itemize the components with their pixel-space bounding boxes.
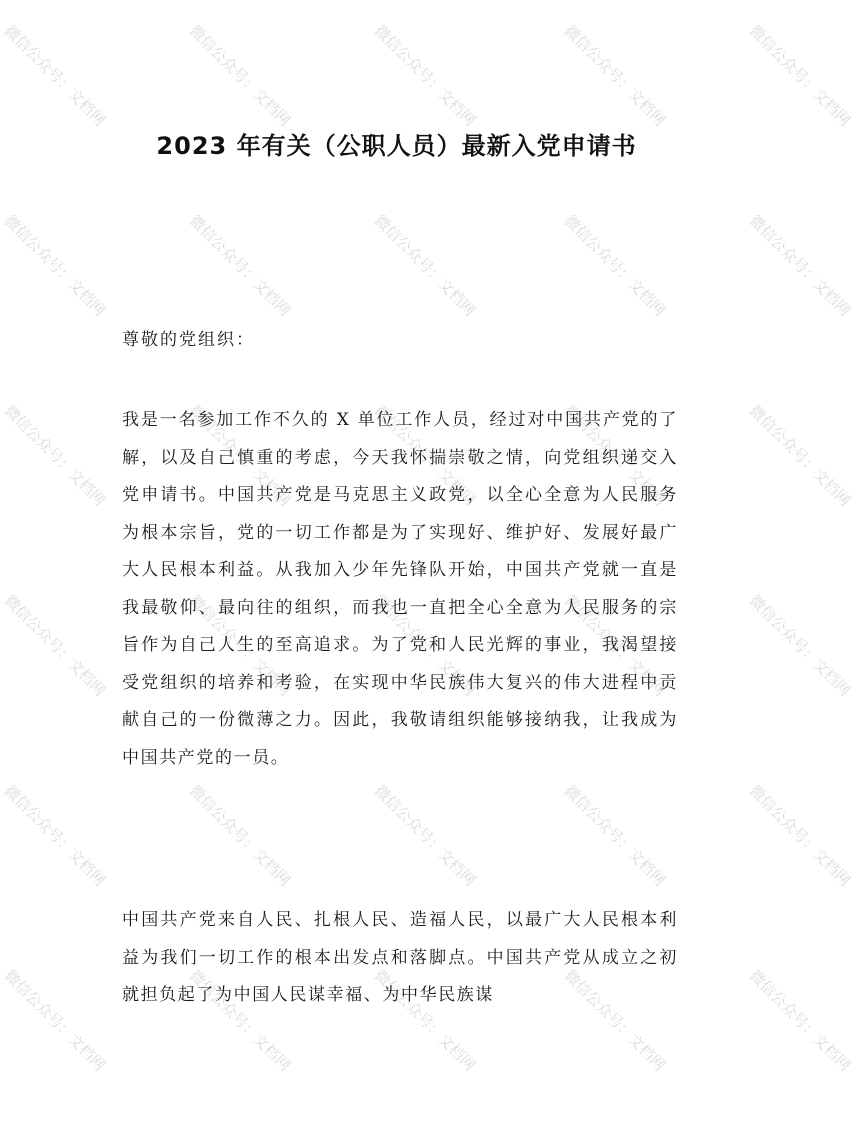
watermark-text: 微信公众号：文档网 [560, 401, 670, 510]
watermark-text: 微信公众号：文档网 [185, 211, 295, 320]
watermark-text: 微信公众号：文档网 [185, 591, 295, 700]
watermark-text: 微信公众号：文档网 [0, 966, 110, 1075]
watermark-text: 微信公众号：文档网 [745, 781, 855, 890]
paragraph-1: 我是一名参加工作不久的 X 单位工作人员，经过对中国共产党的了解，以及自己慎重的考虑，今天我怀揣崇敬之情，向党组织递交入党申请书。中国共产党是马克思主义政党，以全心全意为人民服务为根本宗旨，党的一切工作都是为了实现好、维护好、发展好最广大人民根本利益。从我加入少年先锋队开始，中国共产党就一直是我最敬仰、最向往的组织，而我也一直把全心全意为人民服务的宗旨作为自己人生的至高追求。为了党和人民光辉的事业，我渴望接受党组织的培养和考验，在实现中华民族伟大复兴的伟大进程中贡献自己的一份微薄之力。因此，我敬请组织能够接纳我，让我成为中国共产党的一员。 [122, 410, 678, 768]
watermark-text: 微信公众号：文档网 [745, 591, 855, 700]
watermark-text: 微信公众号：文档网 [370, 781, 480, 890]
watermark-text: 微信公众号：文档网 [745, 401, 855, 510]
watermark-text: 微信公众号：文档网 [370, 966, 480, 1075]
document-title: 2023 年有关（公职人员）最新入党申请书 [156, 132, 637, 160]
watermark-text: 微信公众号：文档网 [560, 211, 670, 320]
watermark-text: 微信公众号：文档网 [0, 401, 110, 510]
watermark-text: 微信公众号：文档网 [370, 211, 480, 320]
watermark-text: 微信公众号：文档网 [745, 21, 855, 130]
watermark-text: 微信公众号：文档网 [185, 781, 295, 890]
salutation: 尊敬的党组织： [122, 330, 255, 350]
watermark-text: 微信公众号：文档网 [185, 21, 295, 130]
watermark-text: 微信公众号：文档网 [560, 21, 670, 130]
watermark-text: 微信公众号：文档网 [560, 781, 670, 890]
paragraph-2: 中国共产党来自人民、扎根人民、造福人民，以最广大人民根本利益为我们一切工作的根本出发点和落脚点。中国共产党从成立之初就担负起了为中国人民谋幸福、为中华民族谋 [122, 910, 678, 1005]
watermark-text: 微信公众号：文档网 [185, 966, 295, 1075]
watermark-text: 微信公众号：文档网 [185, 401, 295, 510]
watermark-text: 微信公众号：文档网 [745, 211, 855, 320]
watermark-text: 微信公众号：文档网 [370, 401, 480, 510]
watermark-text: 微信公众号：文档网 [560, 591, 670, 700]
watermark-text: 微信公众号：文档网 [0, 781, 110, 890]
watermark-text: 微信公众号：文档网 [0, 21, 110, 130]
watermark-text: 微信公众号：文档网 [745, 966, 855, 1075]
watermark-text: 微信公众号：文档网 [560, 966, 670, 1075]
watermark-text: 微信公众号：文档网 [370, 21, 480, 130]
watermark-text: 微信公众号：文档网 [0, 211, 110, 320]
watermark-text: 微信公众号：文档网 [370, 591, 480, 700]
watermark-text: 微信公众号：文档网 [0, 591, 110, 700]
